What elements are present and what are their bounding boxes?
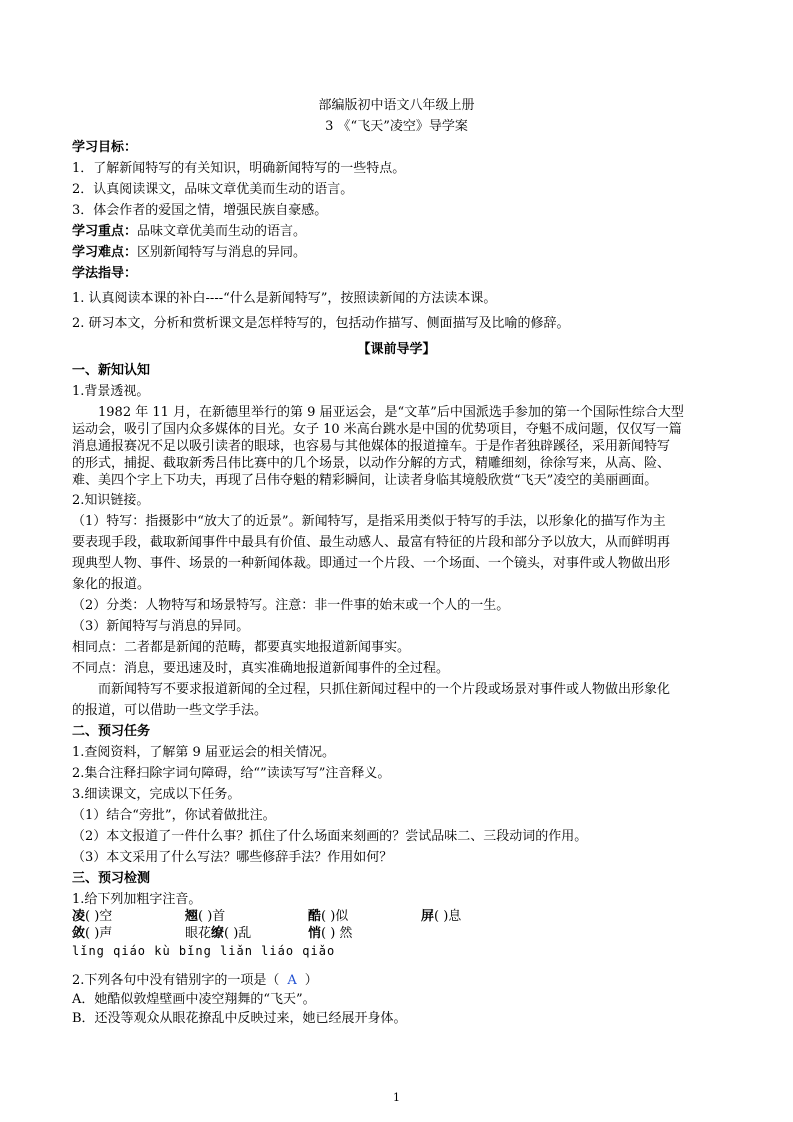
goal-item: 2．认真阅读课文，品味文章优美而生动的语言。 <box>72 182 354 197</box>
task-line: （3）本文采用了什么写法？哪些修辞手法？作用如何？ <box>72 850 393 865</box>
task-line: 2.集合注释扫除字词句障碍，给“”读读写写”注音释义。 <box>72 766 391 781</box>
document-subtitle: 3 《“飞天”凌空》导学案 <box>325 119 468 134</box>
knowledge-title: 2.知识链接。 <box>72 493 150 508</box>
difficulty-line <box>72 245 306 261</box>
goals-heading: 学习目标： <box>72 140 138 155</box>
task-line: 3.细读课文，完成以下任务。 <box>72 787 241 802</box>
knowledge-line: 不同点：消息，要迅速及时，真实准确地报道新闻事件的全过程。 <box>72 661 450 676</box>
knowledge-line: 相同点：二者都是新闻的范畴，都要真实地报道新闻事实。 <box>72 640 411 655</box>
q1-title: 1.给下列加粗字注音。 <box>72 892 202 907</box>
bold-char: 缭 <box>211 926 225 941</box>
pinyin-item <box>308 909 348 925</box>
q2-prefix: 2.下列各句中没有错别字的一项是（ <box>72 973 280 988</box>
part2-heading: 二、预习任务 <box>72 724 151 739</box>
background-line: 难、美四个字上下功夫，再现了吕伟夺魁的精彩瞬间，让读者身临其境般欣赏“飞天”凌空的美丽画面。 <box>72 473 658 488</box>
pinyin-item <box>72 926 112 942</box>
document-title: 部编版初中语文八年级上册 <box>318 98 475 113</box>
background-line: 消息通报赛况不足以吸引读者的眼球，也容易与其他媒体的报道撞车。于是作者独辟蹊径，采用新闻特写 <box>72 439 671 454</box>
method-heading: 学法指导： <box>72 266 138 281</box>
pinyin-answers: lǐng qiáo kù bǐng liǎn liáo qiǎo <box>72 944 336 958</box>
key-point-text: 品味文章优美而生动的语言。 <box>137 224 307 239</box>
difficulty-label: 学习难点： <box>72 245 138 260</box>
part3-heading: 三、预习检测 <box>72 871 151 886</box>
option-line: A．她酷似敦煌壁画中凌空翔舞的“飞天”。 <box>72 992 316 1007</box>
knowledge-line: 要表现手段，截取新闻事件中最具有价值、最生动感人、最富有特征的片段和部分予以放大，从而鲜明再 <box>72 535 671 550</box>
q2-line <box>72 973 318 989</box>
bold-char: 屏 <box>421 909 435 924</box>
background-line: 运动会，吸引了国内众多媒体的目光。女子 10 米高台跳水是中国的优势项目，夺魁不成问题，仅仅写一篇 <box>72 422 682 437</box>
difficulty-text: 区别新闻特写与消息的异同。 <box>137 245 307 260</box>
closing-line: 而新闻特写不要求报道新闻的全过程，只抓住新闻过程中的一个片段或场景对事件或人物做出形象化 <box>98 682 671 697</box>
method-item: 1. 认真阅读本课的补白----“什么是新闻特写”，按照读新闻的方法读本课。 <box>72 291 497 306</box>
bold-char: 悄 <box>308 926 322 941</box>
q2-answer: A <box>287 973 297 988</box>
section-banner: 【课前导学】 <box>357 342 436 357</box>
word-prefix: 眼花 <box>185 926 212 941</box>
closing-line: 的报道，可以借助一些文学手法。 <box>72 703 268 718</box>
pinyin-item <box>185 909 225 925</box>
background-line: 1982 年 11 月，在新德里举行的第 9 届亚运会，是“文革”后中国派选手参加的第一个国际性综合大型 <box>98 405 684 420</box>
goal-item: 3．体会作者的爱国之情，增强民族自豪感。 <box>72 203 328 218</box>
key-point-line <box>72 224 306 240</box>
q2-suffix: ） <box>304 973 318 988</box>
answer-blank: ( ) 然 <box>321 926 353 941</box>
background-title: 1.背景透视。 <box>72 384 150 399</box>
pinyin-item <box>308 926 352 942</box>
bold-char: 翘 <box>185 909 199 924</box>
key-point-label: 学习重点： <box>72 224 138 239</box>
knowledge-line: 现典型人物、事件、场景的一种新闻体裁。即通过一个片段、一个场面、一个镜头，对事件或人物做出形 <box>72 556 671 571</box>
task-line: （2）本文报道了一件什么事？抓住了什么场面来刻画的？尝试品味二、三段动词的作用。 <box>72 829 588 844</box>
bold-char: 凌 <box>72 909 86 924</box>
bold-char: 酷 <box>308 909 322 924</box>
page-number: 1 <box>393 1091 400 1104</box>
answer-blank: ( )息 <box>434 909 462 924</box>
task-line: （1）结合“旁批”，你试着做批注。 <box>72 808 276 823</box>
knowledge-line: （1）特写：指摄影中“放大了的近景”。新闻特写，是指采用类似于特写的手法，以形象化的描写作为主 <box>72 514 666 529</box>
task-line: 1.查阅资料，了解第 9 届亚运会的相关情况。 <box>72 745 335 760</box>
answer-blank: ( )空 <box>85 909 113 924</box>
answer-blank: ( )似 <box>321 909 349 924</box>
answer-blank: ( )首 <box>198 909 226 924</box>
pinyin-item <box>72 909 112 925</box>
pinyin-item <box>185 926 251 942</box>
answer-blank: ( )声 <box>85 926 113 941</box>
answer-blank: ( )乱 <box>224 926 252 941</box>
bold-char: 敛 <box>72 926 86 941</box>
knowledge-line: （2）分类：人物特写和场景特写。注意：非一件事的始末或一个人的一生。 <box>72 598 510 613</box>
option-line: B．还没等观众从眼花撩乱中反映过来，她已经展开身体。 <box>72 1011 407 1026</box>
knowledge-line: （3）新闻特写与消息的异同。 <box>72 619 250 634</box>
background-line: 的形式，捕捉、截取新秀吕伟比赛中的几个场景，以动作分解的方式，精雕细刻，徐徐写来，从高、险、 <box>72 456 671 471</box>
pinyin-item <box>421 909 461 925</box>
part1-heading: 一、新知认知 <box>72 363 151 378</box>
goal-item: 1．了解新闻特写的有关知识，明确新闻特写的一些特点。 <box>72 161 406 176</box>
method-item: 2. 研习本文，分析和赏析课文是怎样特写的，包括动作描写、侧面描写及比喻的修辞。 <box>72 316 570 331</box>
knowledge-line: 象化的报道。 <box>72 577 151 592</box>
